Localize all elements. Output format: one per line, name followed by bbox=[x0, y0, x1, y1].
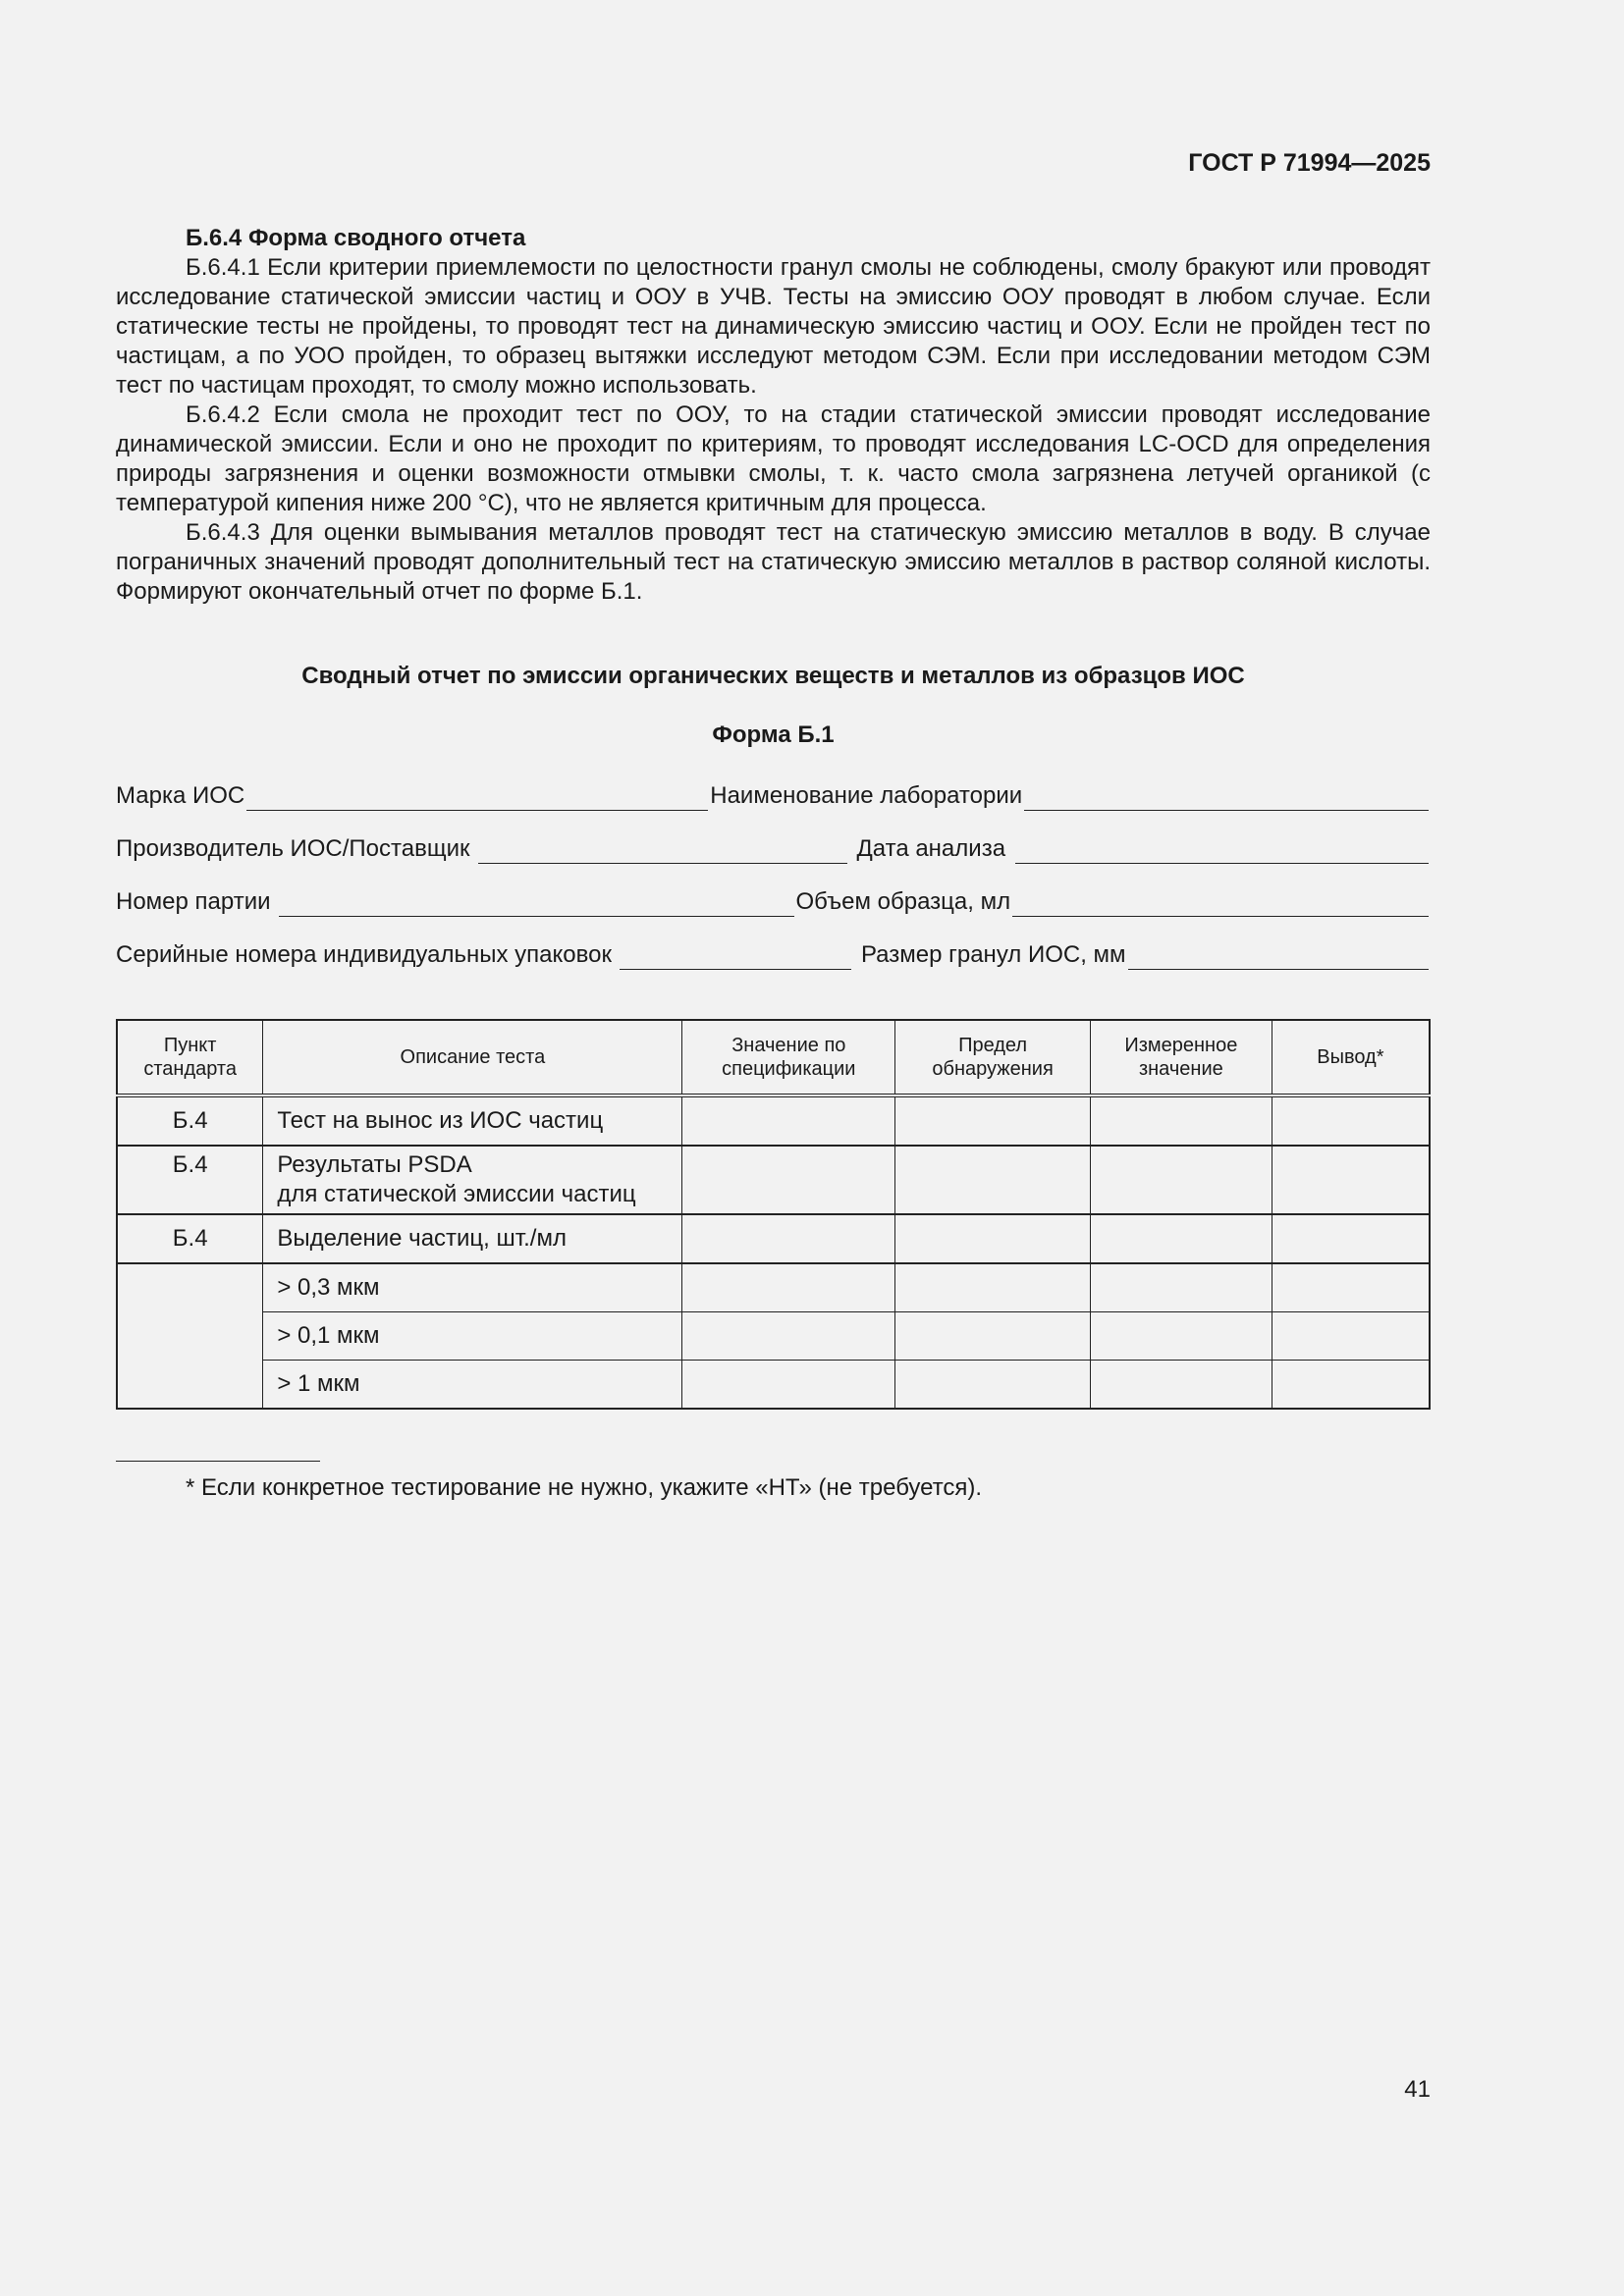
description-cell: > 1 мкм bbox=[263, 1361, 682, 1410]
analysis-date-label: Дата анализа bbox=[856, 835, 1006, 862]
brand-label: Марка ИОС bbox=[116, 782, 245, 809]
description-cell: > 0,3 мкм bbox=[263, 1263, 682, 1312]
spec-value-cell[interactable] bbox=[682, 1095, 895, 1146]
detection-limit-cell[interactable] bbox=[895, 1312, 1091, 1361]
sample-volume-label: Объем образца, мл bbox=[795, 888, 1011, 915]
table-row bbox=[117, 1095, 1430, 1146]
conclusion-cell[interactable] bbox=[1272, 1312, 1430, 1361]
description-line: для статической эмиссии частиц bbox=[277, 1181, 636, 1207]
spec-value-cell[interactable] bbox=[682, 1361, 895, 1410]
header-spec-value: Значение по спецификации bbox=[682, 1020, 895, 1095]
field-row bbox=[116, 940, 1431, 970]
serial-numbers-label: Серийные номера индивидуальных упаковок bbox=[116, 941, 612, 968]
clause-cell: Б.4 bbox=[117, 1095, 263, 1146]
detection-limit-cell[interactable] bbox=[895, 1263, 1091, 1312]
conclusion-cell[interactable] bbox=[1272, 1214, 1430, 1263]
manufacturer-label: Производитель ИОС/Поставщик bbox=[116, 835, 470, 862]
lab-name-label: Наименование лаборатории bbox=[710, 782, 1023, 809]
standard-code: ГОСТ Р 71994—2025 bbox=[1188, 149, 1431, 177]
conclusion-cell[interactable] bbox=[1272, 1263, 1430, 1312]
page-number: 41 bbox=[1404, 2076, 1431, 2103]
field-row bbox=[116, 781, 1431, 811]
granule-size-label: Размер гранул ИОС, мм bbox=[860, 941, 1126, 968]
footnote: * Если конкретное тестирование не нужно, укажите «НТ» (не требуется). bbox=[186, 1474, 983, 1501]
table-row bbox=[117, 1361, 1430, 1410]
measured-cell[interactable] bbox=[1090, 1095, 1272, 1146]
clause-cell bbox=[117, 1263, 263, 1409]
sample-volume-input-line[interactable] bbox=[1012, 894, 1429, 917]
table-row bbox=[117, 1312, 1430, 1361]
spec-value-cell[interactable] bbox=[682, 1146, 895, 1214]
conclusion-cell[interactable] bbox=[1272, 1095, 1430, 1146]
description-cell: > 0,1 мкм bbox=[263, 1312, 682, 1361]
measured-cell[interactable] bbox=[1090, 1361, 1272, 1410]
section-title: Б.6.4 Форма сводного отчета bbox=[186, 225, 526, 251]
serial-numbers-input-line[interactable] bbox=[620, 947, 851, 970]
lab-name-input-line[interactable] bbox=[1024, 788, 1429, 811]
description-cell bbox=[263, 1146, 682, 1214]
description-cell: Выделение частиц, шт./мл bbox=[263, 1214, 682, 1263]
brand-input-line[interactable] bbox=[246, 788, 708, 811]
batch-number-input-line[interactable] bbox=[279, 894, 794, 917]
table-row bbox=[117, 1146, 1430, 1214]
paragraph-b642: Б.6.4.2 Если смола не проходит тест по ООУ, то на стадии статической эмиссии проводят исследование динамической эмиссии. Если и оно не проходит по критериям, то проводят исследования LC-OCD для определения природы загрязнения и оценки возможности отмывки смолы, т. к. часто смола загрязнена летучей органикой (с температурой кипения ниже 200 °C), что не является критичным для процесса. bbox=[116, 401, 1431, 516]
detection-limit-cell[interactable] bbox=[895, 1361, 1091, 1410]
spec-value-cell[interactable] bbox=[682, 1214, 895, 1263]
form-title: Сводный отчет по эмиссии органических веществ и металлов из образцов ИОС bbox=[301, 663, 1245, 689]
header-clause: Пункт стандарта bbox=[117, 1020, 263, 1095]
detection-limit-cell[interactable] bbox=[895, 1095, 1091, 1146]
header-conclusion: Вывод* bbox=[1272, 1020, 1430, 1095]
detection-limit-cell[interactable] bbox=[895, 1214, 1091, 1263]
detection-limit-cell[interactable] bbox=[895, 1146, 1091, 1214]
header-description: Описание теста bbox=[263, 1020, 682, 1095]
table-row bbox=[117, 1263, 1430, 1312]
table-header-row bbox=[117, 1020, 1430, 1095]
clause-cell: Б.4 bbox=[117, 1214, 263, 1263]
footnote-divider bbox=[116, 1461, 320, 1462]
conclusion-cell[interactable] bbox=[1272, 1146, 1430, 1214]
page-content bbox=[116, 224, 1431, 1503]
measured-cell[interactable] bbox=[1090, 1214, 1272, 1263]
measured-cell[interactable] bbox=[1090, 1312, 1272, 1361]
measured-cell[interactable] bbox=[1090, 1146, 1272, 1214]
header-measured: Измеренное значение bbox=[1090, 1020, 1272, 1095]
description-line: Результаты PSDA bbox=[277, 1151, 472, 1178]
spec-value-cell[interactable] bbox=[682, 1263, 895, 1312]
field-row bbox=[116, 834, 1431, 864]
manufacturer-input-line[interactable] bbox=[478, 841, 847, 864]
spec-value-cell[interactable] bbox=[682, 1312, 895, 1361]
description-cell: Тест на вынос из ИОС частиц bbox=[263, 1095, 682, 1146]
conclusion-cell[interactable] bbox=[1272, 1361, 1430, 1410]
form-subtitle: Форма Б.1 bbox=[712, 721, 835, 748]
form-fields bbox=[116, 781, 1431, 970]
granule-size-input-line[interactable] bbox=[1128, 947, 1429, 970]
clause-cell: Б.4 bbox=[117, 1146, 263, 1214]
header-detection-limit: Предел обнаружения bbox=[895, 1020, 1091, 1095]
table-row bbox=[117, 1214, 1430, 1263]
paragraph-b643: Б.6.4.3 Для оценки вымывания металлов проводят тест на статическую эмиссию металлов в воду. В случае пограничных значений проводят дополнительный тест на статическую эмиссию металлов в раствор соляной кислоты. Формируют окончательный отчет по форме Б.1. bbox=[116, 519, 1431, 605]
analysis-date-input-line[interactable] bbox=[1015, 841, 1429, 864]
measured-cell[interactable] bbox=[1090, 1263, 1272, 1312]
field-row bbox=[116, 887, 1431, 917]
report-table bbox=[116, 1019, 1431, 1410]
batch-number-label: Номер партии bbox=[116, 888, 271, 915]
paragraph-b641: Б.6.4.1 Если критерии приемлемости по целостности гранул смолы не соблюдены, смолу бракуют или проводят исследование статической эмиссии частиц и ООУ в УЧВ. Тесты на эмиссию ООУ проводят в любом случае. Если статические тесты не пройдены, то проводят тест на динамическую эмиссию частиц и ООУ. Если не пройден тест по частицам, а по УОО пройден, то образец вытяжки исследуют методом СЭМ. Если при исследовании методом СЭМ тест по частицам проходят, то смолу можно использовать. bbox=[116, 254, 1431, 399]
